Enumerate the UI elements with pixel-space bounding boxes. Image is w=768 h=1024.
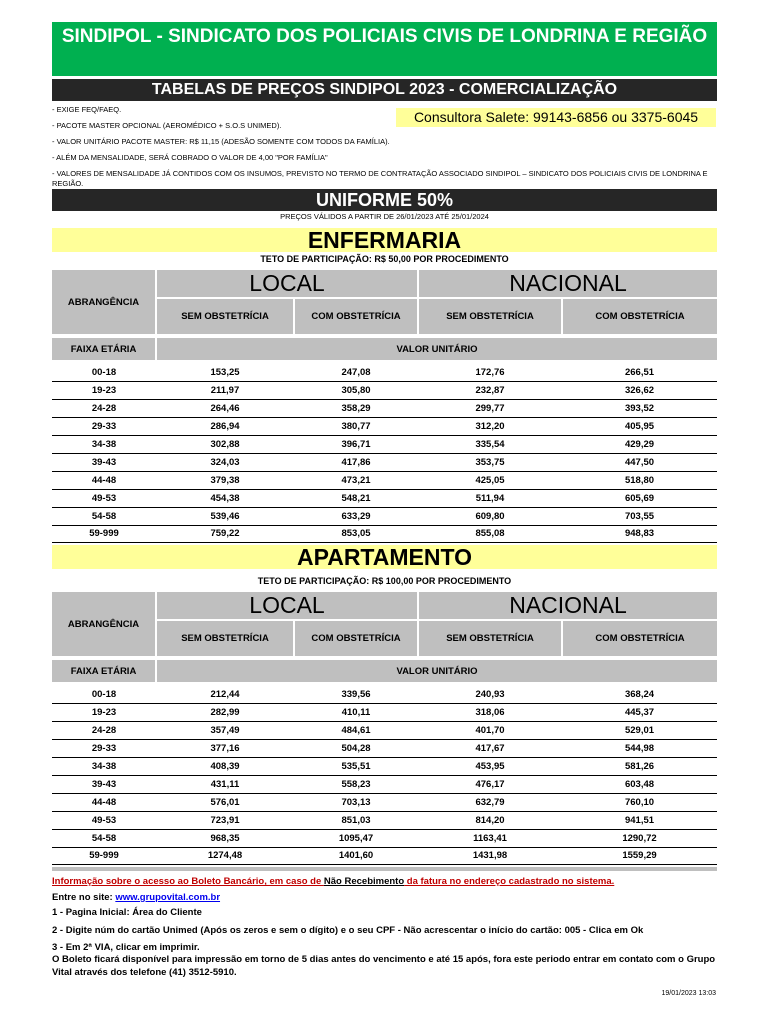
age-range-cell: 19-23: [52, 704, 156, 722]
age-range-cell: 24-28: [52, 400, 156, 418]
age-range-cell: 34-38: [52, 436, 156, 454]
price-cell: 377,16: [156, 740, 294, 758]
table-row: [52, 847, 717, 865]
age-range-cell: 29-33: [52, 418, 156, 436]
table-row: [52, 471, 717, 489]
price-cell: 408,39: [156, 758, 294, 776]
price-cell: 1401,60: [294, 847, 418, 865]
info-text: da fatura no endereço cadastrado no sistema.: [404, 876, 615, 887]
age-range-cell: 19-23: [52, 382, 156, 400]
price-cell: 544,98: [562, 740, 717, 758]
age-range-cell: 59-999: [52, 847, 156, 865]
price-cell: 453,95: [418, 758, 562, 776]
table-row: [52, 704, 717, 722]
price-cell: 326,62: [562, 382, 717, 400]
price-cell: 548,21: [294, 489, 418, 507]
enfermaria-table: [52, 270, 717, 543]
com-obstetricia-header: COM OBSTETRÍCIA: [562, 298, 717, 334]
sem-obstetricia-header: SEM OBSTETRÍCIA: [418, 298, 562, 334]
price-cell: 380,77: [294, 418, 418, 436]
age-range-cell: 49-53: [52, 489, 156, 507]
price-cell: 539,46: [156, 507, 294, 525]
price-cell: 429,29: [562, 436, 717, 454]
print-date: 19/01/2023 13:03: [661, 990, 716, 997]
price-cell: 401,70: [418, 722, 562, 740]
price-cell: 511,94: [418, 489, 562, 507]
instruction-step: 1 - Pagina Inicial: Área do Cliente: [52, 907, 202, 918]
price-cell: 473,21: [294, 471, 418, 489]
price-cell: 396,71: [294, 436, 418, 454]
price-cell: 1431,98: [418, 847, 562, 865]
price-cell: 703,55: [562, 507, 717, 525]
table-row: [52, 811, 717, 829]
price-cell: 948,83: [562, 525, 717, 543]
price-cell: 247,08: [294, 364, 418, 382]
price-cell: 476,17: [418, 775, 562, 793]
table-row: [52, 418, 717, 436]
age-range-cell: 44-48: [52, 471, 156, 489]
price-cell: 1559,29: [562, 847, 717, 865]
site-link[interactable]: www.grupovital.com.br: [115, 892, 221, 903]
price-cell: 324,03: [156, 453, 294, 471]
price-cell: 968,35: [156, 829, 294, 847]
boleto-info: [52, 876, 717, 887]
table-row: [52, 829, 717, 847]
document-subtitle: TABELAS DE PREÇOS SINDIPOL 2023 - COMERCIALIZAÇÃO: [52, 79, 717, 101]
price-cell: 723,91: [156, 811, 294, 829]
nacional-header: NACIONAL: [418, 270, 717, 298]
com-obstetricia-header: COM OBSTETRÍCIA: [294, 298, 418, 334]
local-header: LOCAL: [156, 270, 418, 298]
table-row: [52, 364, 717, 382]
apartamento-title: APARTAMENTO: [52, 545, 717, 569]
price-cell: 632,79: [418, 793, 562, 811]
age-range-cell: 34-38: [52, 758, 156, 776]
table-row: [52, 740, 717, 758]
table-row: [52, 400, 717, 418]
price-cell: 282,99: [156, 704, 294, 722]
price-cell: 353,75: [418, 453, 562, 471]
sem-obstetricia-header: SEM OBSTETRÍCIA: [156, 298, 294, 334]
price-cell: 431,11: [156, 775, 294, 793]
price-cell: 518,80: [562, 471, 717, 489]
apartamento-teto: TETO DE PARTICIPAÇÃO: R$ 100,00 POR PROCEDIMENTO: [257, 576, 512, 586]
price-cell: 232,87: [418, 382, 562, 400]
price-cell: 172,76: [418, 364, 562, 382]
nacional-header: NACIONAL: [418, 592, 717, 620]
validity-text: PREÇOS VÁLIDOS A PARTIR DE 26/01/2023 ATÉ 25/01/2024: [280, 212, 489, 221]
price-cell: 286,94: [156, 418, 294, 436]
boleto-availability: O Boleto ficará disponível para impressão em torno de 5 dias antes do vencimento e até 15 após, fora este periodo entrar em contato com o Grupo Vital através dos telefone (41) 3512-5910.: [52, 954, 716, 978]
price-cell: 484,61: [294, 722, 418, 740]
faixa-etaria-header: FAIXA ETÁRIA: [52, 660, 156, 682]
site-line: [52, 892, 220, 903]
price-cell: 312,20: [418, 418, 562, 436]
price-cell: 581,26: [562, 758, 717, 776]
divider: [52, 867, 717, 871]
site-label: Entre no site:: [52, 892, 116, 903]
table-row: [52, 793, 717, 811]
local-header: LOCAL: [156, 592, 418, 620]
valor-unitario-header: VALOR UNITÁRIO: [156, 338, 717, 360]
age-range-cell: 54-58: [52, 507, 156, 525]
price-cell: 240,93: [418, 686, 562, 704]
valor-unitario-header: VALOR UNITÁRIO: [156, 660, 717, 682]
enfermaria-teto: TETO DE PARTICIPAÇÃO: R$ 50,00 POR PROCEDIMENTO: [260, 254, 509, 264]
price-cell: 318,06: [418, 704, 562, 722]
price-cell: 379,38: [156, 471, 294, 489]
price-cell: 357,49: [156, 722, 294, 740]
price-cell: 410,11: [294, 704, 418, 722]
table-row: [52, 507, 717, 525]
table-row: [52, 758, 717, 776]
instruction-step: 3 - Em 2ª VIA, clicar em imprimir.: [52, 942, 200, 953]
price-cell: 576,01: [156, 793, 294, 811]
age-range-cell: 39-43: [52, 453, 156, 471]
sem-obstetricia-header: SEM OBSTETRÍCIA: [156, 620, 294, 656]
age-range-cell: 59-999: [52, 525, 156, 543]
price-cell: 305,80: [294, 382, 418, 400]
price-cell: 335,54: [418, 436, 562, 454]
price-cell: 603,48: [562, 775, 717, 793]
price-cell: 504,28: [294, 740, 418, 758]
age-range-cell: 44-48: [52, 793, 156, 811]
note-item: - PACOTE MASTER OPCIONAL (AEROMÉDICO + S.O.S UNIMED).: [52, 121, 282, 130]
table-row: [52, 686, 717, 704]
document-title: SINDIPOL - SINDICATO DOS POLICIAIS CIVIS DE LONDRINA E REGIÃO: [52, 22, 717, 76]
note-item: - ALÉM DA MENSALIDADE, SERÁ COBRADO O VALOR DE 4,00 "POR FAMÍLIA": [52, 153, 328, 162]
price-cell: 609,80: [418, 507, 562, 525]
table-row: [52, 525, 717, 543]
price-cell: 368,24: [562, 686, 717, 704]
price-cell: 447,50: [562, 453, 717, 471]
price-cell: 264,46: [156, 400, 294, 418]
age-range-cell: 39-43: [52, 775, 156, 793]
price-cell: 853,05: [294, 525, 418, 543]
abrangencia-header: ABRANGÊNCIA: [52, 270, 156, 334]
note-item: - VALORES DE MENSALIDADE JÁ CONTIDOS COM OS INSUMOS, PREVISTO NO TERMO DE CONTRATAÇÃO ASSOCIADO SINDIPOL – SINDICATO DOS POLICIAIS CIVIS DE LONDRINA E REGIÃO.: [52, 169, 708, 188]
abrangencia-header: ABRANGÊNCIA: [52, 592, 156, 656]
info-highlight: Não Recebimento: [323, 876, 405, 887]
price-cell: 851,03: [294, 811, 418, 829]
price-cell: 445,37: [562, 704, 717, 722]
instruction-step: 2 - Digite núm do cartão Unimed (Após os zeros e sem o dígito) e o seu CPF - Não acrescentar o início do cartão: 005 - Clica em Ok: [52, 925, 644, 936]
age-range-cell: 49-53: [52, 811, 156, 829]
price-cell: 454,38: [156, 489, 294, 507]
consultant-contact: Consultora Salete: 99143-6856 ou 3375-6045: [396, 108, 716, 127]
table-row: [52, 453, 717, 471]
age-range-cell: 29-33: [52, 740, 156, 758]
price-cell: 417,86: [294, 453, 418, 471]
table-row: [52, 775, 717, 793]
age-range-cell: 00-18: [52, 364, 156, 382]
apartamento-table: [52, 592, 717, 865]
price-cell: 1163,41: [418, 829, 562, 847]
price-cell: 1290,72: [562, 829, 717, 847]
price-cell: 212,44: [156, 686, 294, 704]
enfermaria-title: ENFERMARIA: [52, 228, 717, 252]
price-cell: 760,10: [562, 793, 717, 811]
price-cell: 535,51: [294, 758, 418, 776]
price-cell: 759,22: [156, 525, 294, 543]
price-cell: 266,51: [562, 364, 717, 382]
age-range-cell: 24-28: [52, 722, 156, 740]
note-item: - EXIGE FEQ/FAEQ.: [52, 105, 122, 114]
price-cell: 211,97: [156, 382, 294, 400]
price-cell: 417,67: [418, 740, 562, 758]
price-cell: 605,69: [562, 489, 717, 507]
age-range-cell: 54-58: [52, 829, 156, 847]
table-row: [52, 382, 717, 400]
price-cell: 302,88: [156, 436, 294, 454]
com-obstetricia-header: COM OBSTETRÍCIA: [562, 620, 717, 656]
price-cell: 393,52: [562, 400, 717, 418]
faixa-etaria-header: FAIXA ETÁRIA: [52, 338, 156, 360]
age-range-cell: 00-18: [52, 686, 156, 704]
price-cell: 703,13: [294, 793, 418, 811]
price-cell: 425,05: [418, 471, 562, 489]
price-cell: 358,29: [294, 400, 418, 418]
price-cell: 633,29: [294, 507, 418, 525]
price-cell: 153,25: [156, 364, 294, 382]
table-row: [52, 722, 717, 740]
price-cell: 1274,48: [156, 847, 294, 865]
com-obstetricia-header: COM OBSTETRÍCIA: [294, 620, 418, 656]
price-cell: 855,08: [418, 525, 562, 543]
price-cell: 558,23: [294, 775, 418, 793]
uniform-heading: UNIFORME 50%: [52, 189, 717, 211]
price-cell: 529,01: [562, 722, 717, 740]
price-cell: 814,20: [418, 811, 562, 829]
info-text: Informação sobre o acesso ao Boleto Bancário, em caso de: [52, 876, 324, 887]
price-cell: 1095,47: [294, 829, 418, 847]
price-cell: 941,51: [562, 811, 717, 829]
price-cell: 339,56: [294, 686, 418, 704]
table-row: [52, 436, 717, 454]
price-cell: 299,77: [418, 400, 562, 418]
price-cell: 405,95: [562, 418, 717, 436]
table-row: [52, 489, 717, 507]
sem-obstetricia-header: SEM OBSTETRÍCIA: [418, 620, 562, 656]
note-item: - VALOR UNITÁRIO PACOTE MASTER: R$ 11,15 (ADESÃO SOMENTE COM TODOS DA FAMÍLIA).: [52, 137, 390, 146]
